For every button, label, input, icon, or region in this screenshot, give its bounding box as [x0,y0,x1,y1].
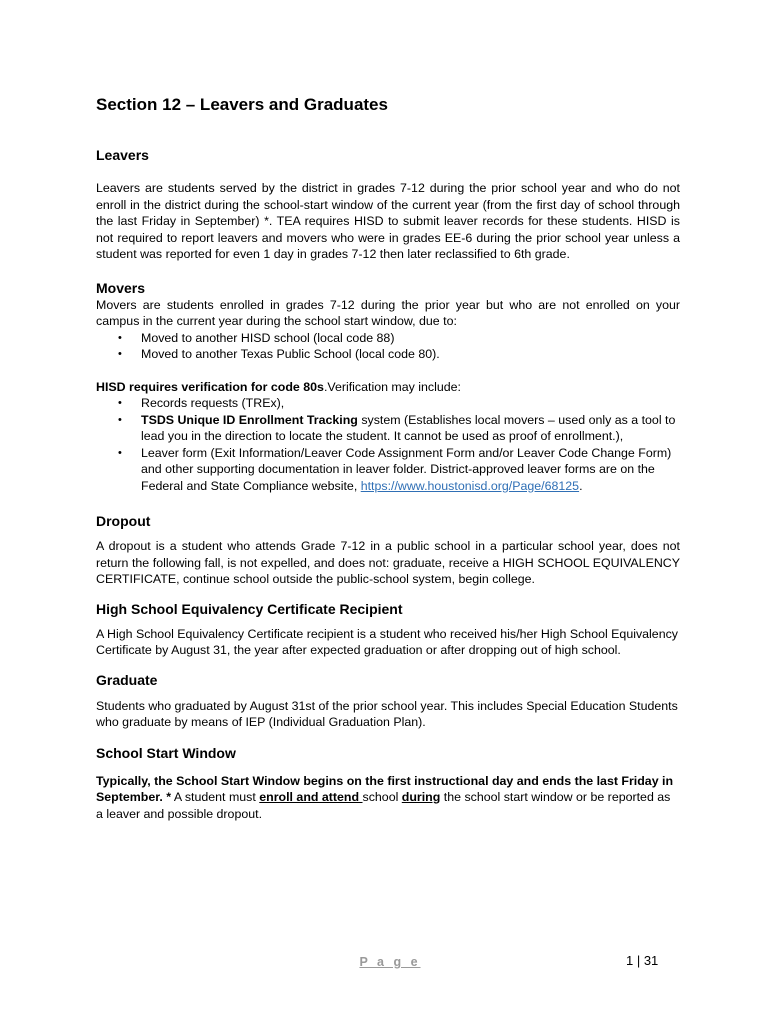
leavers-body: Leavers are students served by the district in grades 7-12 during the prior school year and who do not enroll in the district during the school-start window of the current year (from the first day of school through the last Friday in September) *. TEA requires HISD to submit leaver records for these students. HISD is not required to report leavers and movers who were in grades EE-6 during the prior school year unless a student was reported for even 1 day in grades 7-12 then later reclassified to 6th grade. [96,181,680,261]
list-item: • Moved to another Texas Public School (local code 80). [118,347,440,361]
document-page [96,94,680,822]
movers-heading: Movers [96,279,146,296]
movers-list [96,330,680,363]
compliance-website-link[interactable]: https://www.houstonisd.org/Page/68125 [360,478,580,493]
bullet-icon: • [118,331,122,344]
leavers-heading: Leavers [96,147,149,163]
bullet-icon: • [118,413,122,426]
graduate-body: Students who graduated by August 31st of the prior school year. This includes Special Education Students who graduate by means of IEP (Individual Graduation Plan). [96,698,678,729]
list-item: • Records requests (TREx), [118,396,285,410]
dropout-heading: Dropout [96,513,151,529]
bullet-icon: • [118,446,122,459]
bullet-icon: • [118,397,122,409]
bullet-icon: • [118,348,122,360]
hsec-heading: High School Equivalency Certificate Recipient [96,600,403,617]
page-number: 1 | 31 [626,953,659,968]
verification-list [96,395,680,494]
section-title: Section 12 – Leavers and Graduates [96,95,388,114]
school-start-window-body: Typically, the School Start Window begins on the first instructional day and ends the last Friday in September. * A student must enroll and attend school during the school start window or be reported as a leaver and possible dropout. [96,773,674,821]
verification-intro: HISD requires verification for code 80s.Verification may include: [96,379,461,394]
hsec-body: A High School Equivalency Certificate recipient is a student who received his/her High School Equivalency Certificate by August 31, the year after expected graduation or after dropping out of high school. [96,626,678,657]
list-item: • TSDS Unique ID Enrollment Tracking system (Establishes local movers – used only as a tool to lead you in the direction to locate the student. It cannot be used as proof of enrollment.), [118,412,676,443]
dropout-body: A dropout is a student who attends Grade 7-12 in a public school in a particular school year, does not return the following fall, is not expelled, and does not: graduate, receive a HIGH SCHOOL EQUIVALENCY CERTIFICATE, continue school outside the public-school system, begin college. [96,539,680,586]
school-start-window-heading: School Start Window [96,744,236,761]
list-item: • Leaver form (Exit Information/Leaver Code Assignment Form and/or Leaver Code Change Form) and other supporting documentation in leaver folder. District-approved leaver forms are on the Federal and State Compliance website, https://www.houstonisd.org/Page/68125. [118,445,672,493]
list-item: • Moved to another HISD school (local code 88) [118,330,395,345]
page-label: P a g e [359,955,421,969]
movers-body: Movers are students enrolled in grades 7-12 during the prior year but who are not enrolled on your campus in the current year during the school start window, due to: [96,297,680,328]
graduate-heading: Graduate [96,671,158,688]
